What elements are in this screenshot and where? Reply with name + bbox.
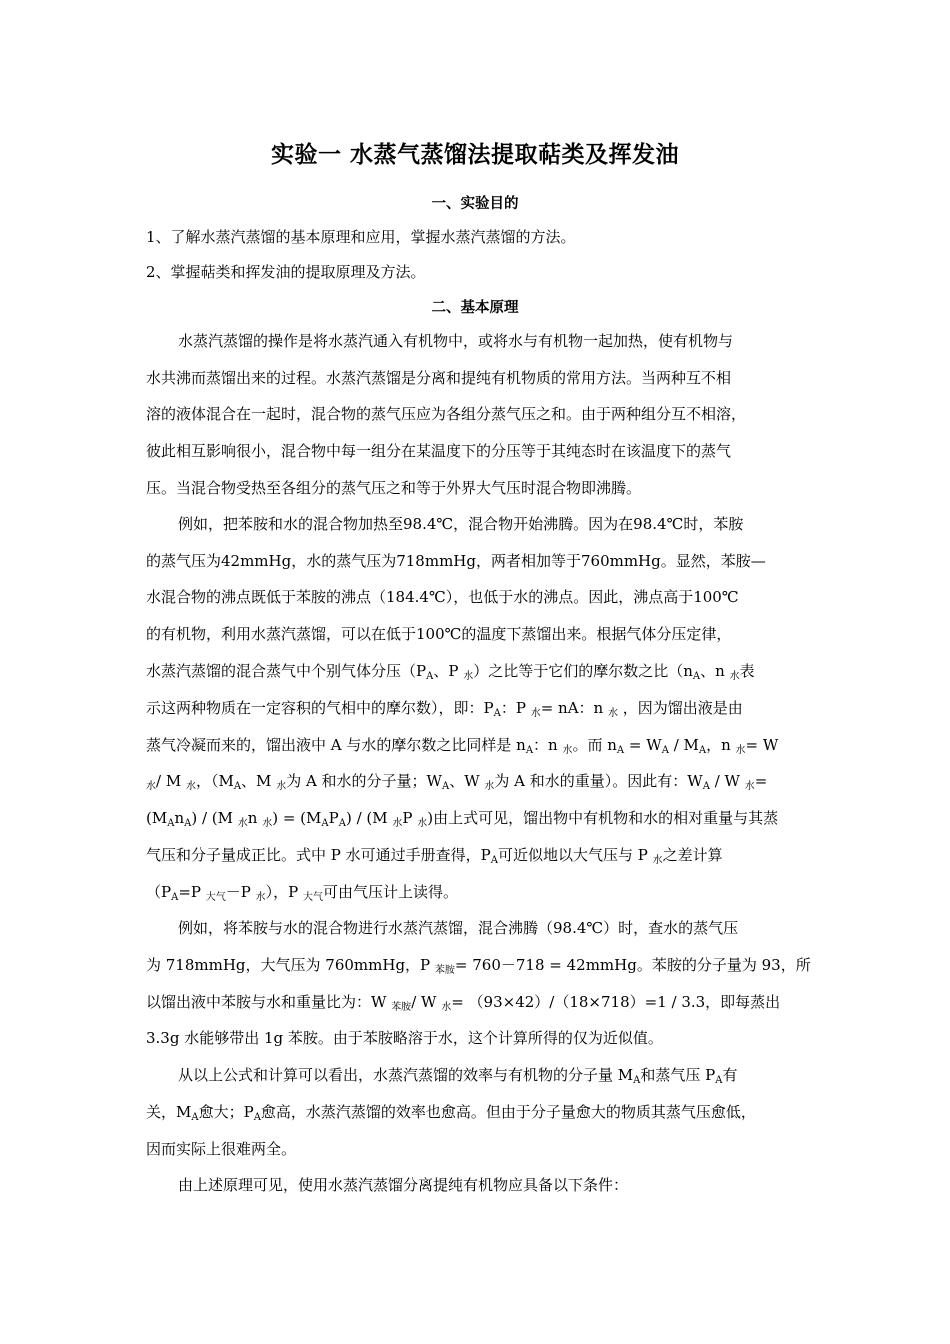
document-title: 实验一 水蒸气蒸馏法提取萜类及挥发油 bbox=[270, 142, 679, 168]
section-heading-principle: 二、基本原理 bbox=[431, 300, 519, 316]
principle-line-formula: 以馏出液中苯胺与水和重量比为：W $_{苯胺}$/ W $_水$= （93×42）/（18×718）=1 / 3.3，即每蒸出 bbox=[146, 993, 781, 1013]
principle-line-formula: 关，$M_A$愈大；$P_A$愈高，水蒸汽蒸馏的效率也愈高。但由于分子量愈大的物质其蒸气压愈低， bbox=[146, 1103, 756, 1123]
principle-line-formula: 气压和分子量成正比。式中 P 水可通过手册查得，$P_A$可近似地以大气压与 P $_水$之差计算 bbox=[146, 846, 723, 866]
principle-line: 水混合物的沸点既低于苯胺的沸点（184.4℃），也低于水的沸点。因此，沸点高于100℃ bbox=[146, 588, 739, 606]
purpose-item-2: 2、掌握萜类和挥发油的提取原理及方法。 bbox=[146, 263, 426, 281]
principle-line: 的蒸气压为42mmHg，水的蒸气压为718mmHg，两者相加等于760mmHg。显然，苯胺— bbox=[146, 552, 766, 570]
principle-line: 的有机物，利用水蒸汽蒸馏，可以在低于100℃的温度下蒸馏出来。根据气体分压定律， bbox=[146, 625, 732, 643]
principle-line: 例如，将苯胺与水的混合物进行水蒸汽蒸馏，混合沸腾（98.4℃）时，查水的蒸气压 bbox=[178, 919, 739, 937]
principle-line-formula: 水蒸汽蒸馏的混合蒸气中个别气体分压（$P_A$、P $_水$）之比等于它们的摩尔数之比（$n_A$、n $_水$表 bbox=[146, 662, 755, 682]
principle-line: 彼此相互影响很小，混合物中每一组分在某温度下的分压等于其纯态时在该温度下的蒸气 bbox=[146, 442, 732, 460]
principle-line: 3.3g 水能够带出 1g 苯胺。由于苯胺略溶于水，这个计算所得的仅为近似值。 bbox=[146, 1029, 663, 1047]
principle-line-formula: $(M_An_A) / (M$ $_水$n $_水) = (M_AP_A) / (M$ $_水$P $_水$)由上式可见，馏出物中有机物和水的相对重量与其蒸 bbox=[146, 809, 779, 829]
principle-line-formula: 示这两种物质在一定容积的气相中的摩尔数），即：$P_A$：P $_水$= nA：n $_水$ ，因为馏出液是由 bbox=[146, 699, 743, 719]
principle-line-formula: （$P_A=P$ $_{大气}$－P $_水$），P $_{大气}$可由气压计上读得。 bbox=[146, 883, 459, 903]
principle-line-formula: 蒸气冷凝而来的，馏出液中 A 与水的摩尔数之比同样是 $n_A$：n $_水$。而 $n_A = W_A / M_A$，n $_水$= W bbox=[146, 736, 779, 756]
principle-line: 溶的液体混合在一起时，混合物的蒸气压应为各组分蒸气压之和。由于两种组分互不相溶， bbox=[146, 405, 747, 423]
principle-line: 水共沸而蒸馏出来的过程。水蒸汽蒸馏是分离和提纯有机物质的常用方法。当两种互不相 bbox=[146, 369, 732, 387]
principle-line: 压。当混合物受热至各组分的蒸气压之和等于外界大气压时混合物即沸腾。 bbox=[146, 479, 642, 497]
principle-line: 因而实际上很难两全。 bbox=[146, 1140, 297, 1158]
section-heading-purpose: 一、实验目的 bbox=[431, 196, 519, 212]
principle-line-formula: 从以上公式和计算可以看出，水蒸汽蒸馏的效率与有机物的分子量 $M_A$和蒸气压 $P_A$有 bbox=[178, 1066, 738, 1086]
principle-line-formula: 为 718mmHg，大气压为 760mmHg，P $_{苯胺}$= 760－718 = 42mmHg。苯胺的分子量为 93，所 bbox=[146, 956, 811, 976]
principle-line: 由上述原理可见，使用水蒸汽蒸馏分离提纯有机物应具备以下条件： bbox=[178, 1176, 629, 1194]
purpose-item-1: 1、了解水蒸汽蒸馏的基本原理和应用，掌握水蒸汽蒸馏的方法。 bbox=[146, 228, 576, 246]
principle-line: 水蒸汽蒸馏的操作是将水蒸汽通入有机物中，或将水与有机物一起加热，使有机物与 bbox=[178, 332, 734, 350]
principle-line-formula: $_水$/ M $_水$，（$M_A$、M $_水$为 A 和水的分子量；$W_A$、W $_水$为 A 和水的重量）。因此有：$W_A$ / W $_水$= bbox=[146, 772, 768, 792]
principle-line: 例如，把苯胺和水的混合物加热至98.4℃，混合物开始沸腾。因为在98.4℃时，苯胺 bbox=[178, 515, 744, 533]
